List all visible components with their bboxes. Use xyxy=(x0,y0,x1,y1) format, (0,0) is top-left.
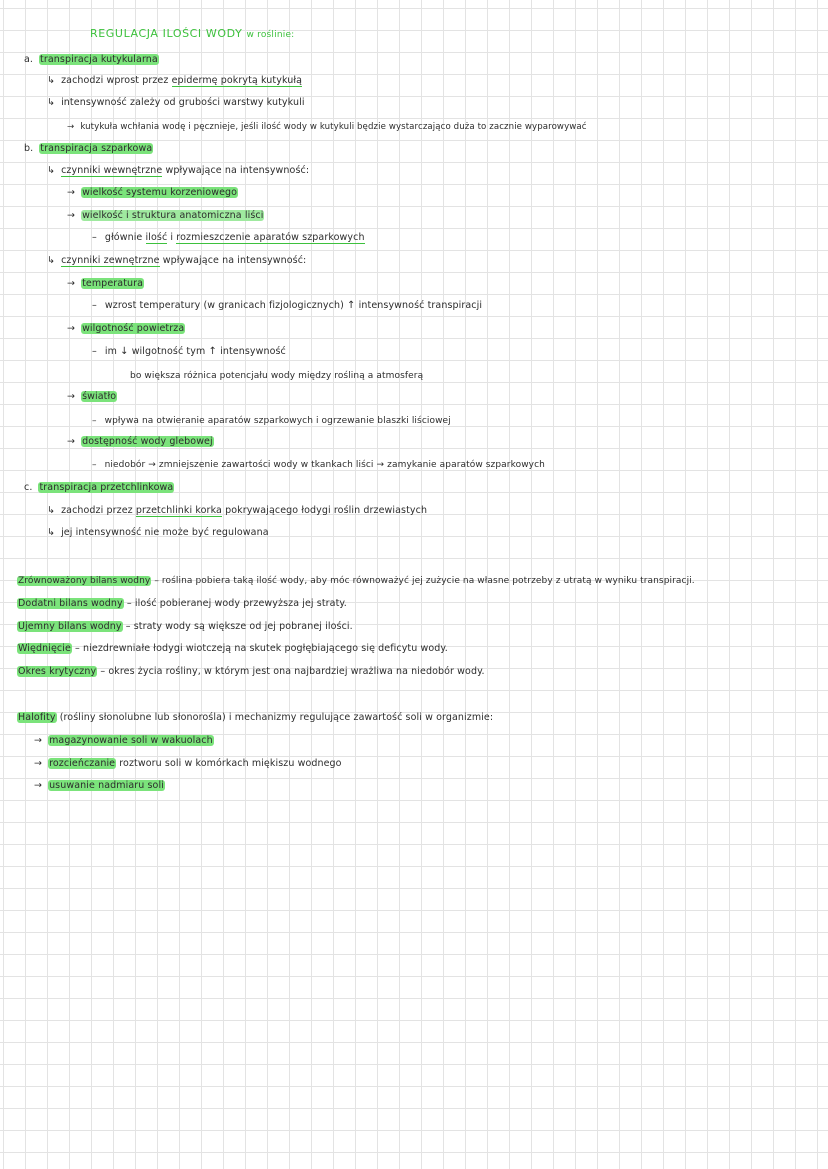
halophytes-mechanism-2: → rozcieńczanie roztworu soli w komórkach miękiszu wodnego xyxy=(34,758,342,769)
hook-arrow-icon: ↳ xyxy=(47,255,56,266)
arrow-icon: → xyxy=(67,436,76,447)
factor-temperature-detail: – wzrost temperatury (w granicach fizjologicznych) ↑ intensywność transpiracji xyxy=(92,300,483,311)
internal-factor-2-detail: – głównie ilość i rozmieszczenie aparatów szparkowych xyxy=(92,232,365,243)
internal-factor-2: → wielkość i struktura anatomiczna liści xyxy=(67,210,264,221)
internal-factor-1: → wielkość systemu korzeniowego xyxy=(67,187,238,198)
factor-humidity-detail-1: – im ↓ wilgotność tym ↑ intensywność xyxy=(92,346,286,357)
page-title xyxy=(90,27,294,40)
arrow-icon: → xyxy=(376,460,385,470)
section-a-heading: a. transpiracja kutykularna xyxy=(24,54,158,65)
definition-balanced-water: Zrównoważony bilans wodny – roślina pobiera taką ilość wody, aby móc równoważyć jej zużycie na własne potrzeby z utratą w wyniku transpiracji. xyxy=(18,576,695,586)
section-a-line-2: ↳ intensywność zależy od grubości warstwy kutykuli xyxy=(47,97,305,108)
hook-arrow-icon: ↳ xyxy=(47,505,56,516)
title-main: REGULACJA ILOŚCI WODY xyxy=(90,27,243,40)
definition-negative-water: Ujemny bilans wodny – straty wody są większe od jej pobranej ilości. xyxy=(18,621,353,632)
factor-soil-water-detail: – niedobór → zmniejszenie zawartości wody w tkankach liści → zamykanie aparatów szparkowych xyxy=(92,460,545,470)
factor-temperature: → temperatura xyxy=(67,278,144,289)
halophytes-intro: Halofity (rośliny słonolubne lub słonorośla) i mechanizmy regulujące zawartość soli w organizmie: xyxy=(18,712,494,723)
title-tail: w roślinie: xyxy=(246,30,295,40)
factor-light: → światło xyxy=(67,391,117,402)
section-a-line-1: ↳ zachodzi wprost przez epidermę pokrytą kutykułą xyxy=(47,75,303,86)
hook-arrow-icon: ↳ xyxy=(47,75,56,86)
section-c-line-2: ↳ jej intensywność nie może być regulowana xyxy=(47,527,269,538)
hook-arrow-icon: ↳ xyxy=(47,165,56,176)
arrow-icon: → xyxy=(34,758,43,769)
external-factors-line: ↳ czynniki zewnętrzne wpływające na intensywność: xyxy=(47,255,307,266)
arrow-icon: → xyxy=(67,187,76,198)
arrow-icon: → xyxy=(67,391,76,402)
down-arrow-icon: ↓ xyxy=(120,346,129,357)
arrow-icon: → xyxy=(67,210,76,221)
section-c-line-1: ↳ zachodzi przez przetchlinki korka pokrywającego łodygi roślin drzewiastych xyxy=(47,505,428,516)
definition-positive-water: Dodatni bilans wodny – ilość pobieranej wody przewyższa jej straty. xyxy=(18,598,347,609)
hook-arrow-icon: ↳ xyxy=(47,527,56,538)
halophytes-mechanism-3: → usuwanie nadmiaru soli xyxy=(34,780,164,791)
section-a-line-3: → kutykuła wchłania wodę i pęcznieje, jeśli ilość wody w kutykuli będzie wystarczająco duża to zacznie wyparowywać xyxy=(67,122,587,132)
internal-factors-line: ↳ czynniki wewnętrzne wpływające na intensywność: xyxy=(47,165,310,176)
arrow-icon: → xyxy=(34,735,43,746)
definition-wilting: Więdnięcie – niezdrewniałe łodygi wiotczeją na skutek pogłębiającego się deficytu wody. xyxy=(18,643,448,654)
up-arrow-icon: ↑ xyxy=(208,346,217,357)
factor-humidity-detail-2: bo większa różnica potencjału wody między rośliną a atmosferą xyxy=(130,371,424,381)
section-c-heading: c. transpiracja przetchlinkowa xyxy=(24,482,174,493)
factor-light-detail: – wpływa na otwieranie aparatów szparkowych i ogrzewanie blaszki liściowej xyxy=(92,416,451,426)
hook-arrow-icon: ↳ xyxy=(47,97,56,108)
definition-critical-period: Okres krytyczny – okres życia rośliny, w którym jest ona najbardziej wrażliwa na niedobór wody. xyxy=(18,666,485,677)
up-arrow-icon: ↑ xyxy=(347,300,356,311)
arrow-icon: → xyxy=(67,122,75,132)
arrow-icon: → xyxy=(148,460,156,470)
halophytes-mechanism-1: → magazynowanie soli w wakuolach xyxy=(34,735,213,746)
factor-humidity: → wilgotność powietrza xyxy=(67,323,185,334)
arrow-icon: → xyxy=(67,323,76,334)
section-b-heading: b. transpiracja szparkowa xyxy=(24,143,153,154)
arrow-icon: → xyxy=(67,278,76,289)
arrow-icon: → xyxy=(34,780,43,791)
factor-soil-water: → dostępność wody glebowej xyxy=(67,436,213,447)
